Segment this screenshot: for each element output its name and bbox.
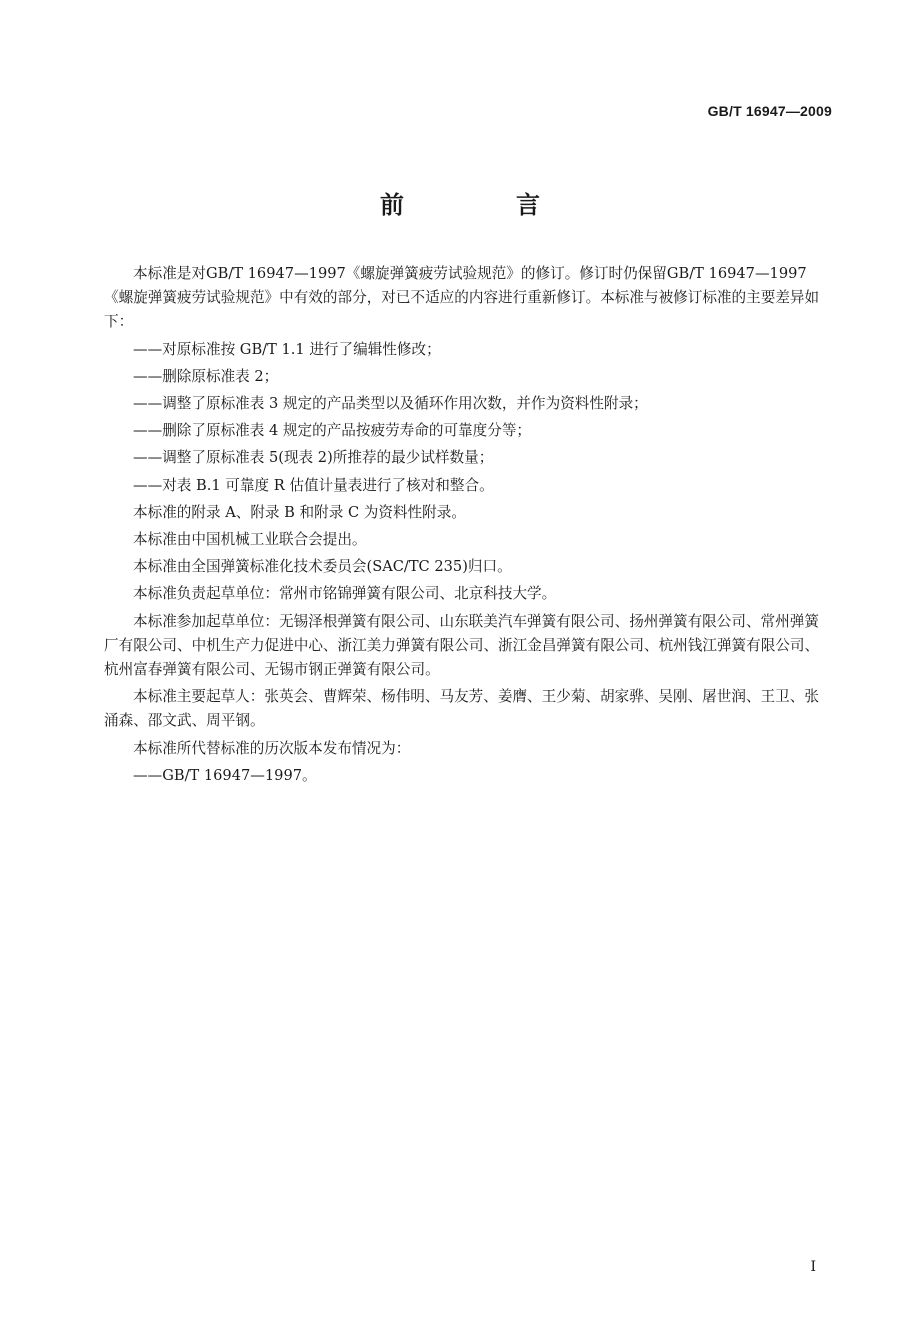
foreword-body: [104, 262, 832, 791]
paragraph-lead-drafters: 本标准负责起草单位：常州市铭锦弹簧有限公司、北京科技大学。: [133, 585, 557, 603]
page-title: 前 言: [380, 191, 584, 219]
paragraph-appendix: 本标准的附录 A、附录 B 和附录 C 为资料性附录。: [133, 503, 466, 521]
paragraph-participants: 本标准参加起草单位：无锡泽根弹簧有限公司、山东联美汽车弹簧有限公司、扬州弹簧有限公司、常州弹簧厂有限公司、中机生产力促进中心、浙江美力弹簧有限公司、浙江金昌弹簧有限公司、杭州钱江弹簧有限公司、杭州富春弹簧有限公司、无锡市钢正弹簧有限公司。: [104, 612, 820, 679]
standard-code: GB/T 16947—2009: [707, 103, 832, 119]
paragraph-intro: 本标准是对GB/T 16947—1997《螺旋弹簧疲劳试验规范》的修订。修订时仍保留GB/T 16947—1997《螺旋弹簧疲劳试验规范》中有效的部分，对已不适应的内容进行重新修订。本标准与被修订标准的主要差异如下：: [104, 265, 820, 331]
list-item: ——GB/T 16947—1997。: [133, 766, 317, 784]
paragraph-proposer: 本标准由中国机械工业联合会提出。: [133, 531, 367, 549]
list-item: ——调整了原标准表 5(现表 2)所推荐的最少试样数量；: [133, 449, 494, 467]
list-item: ——对原标准按 GB/T 1.1 进行了编辑性修改；: [133, 340, 441, 358]
list-item: ——删除原标准表 2；: [133, 367, 279, 385]
paragraph-drafters: 本标准主要起草人：张英会、曹辉荣、杨伟明、马友芳、姜膺、王少菊、胡家骅、吴刚、屠世润、王卫、张涌森、邵文武、周平钢。: [104, 688, 819, 730]
page-number: I: [810, 1259, 816, 1275]
list-item: ——删除了原标准表 4 规定的产品按疲劳寿命的可靠度分等；: [133, 422, 532, 440]
paragraph-committee: 本标准由全国弹簧标准化技术委员会(SAC/TC 235)归口。: [133, 558, 512, 576]
paragraph-history: 本标准所代替标准的历次版本发布情况为：: [133, 739, 411, 757]
list-item: ——调整了原标准表 3 规定的产品类型以及循环作用次数，并作为资料性附录；: [133, 395, 648, 413]
list-item: ——对表 B.1 可靠度 R 估值计量表进行了核对和整合。: [133, 476, 494, 494]
